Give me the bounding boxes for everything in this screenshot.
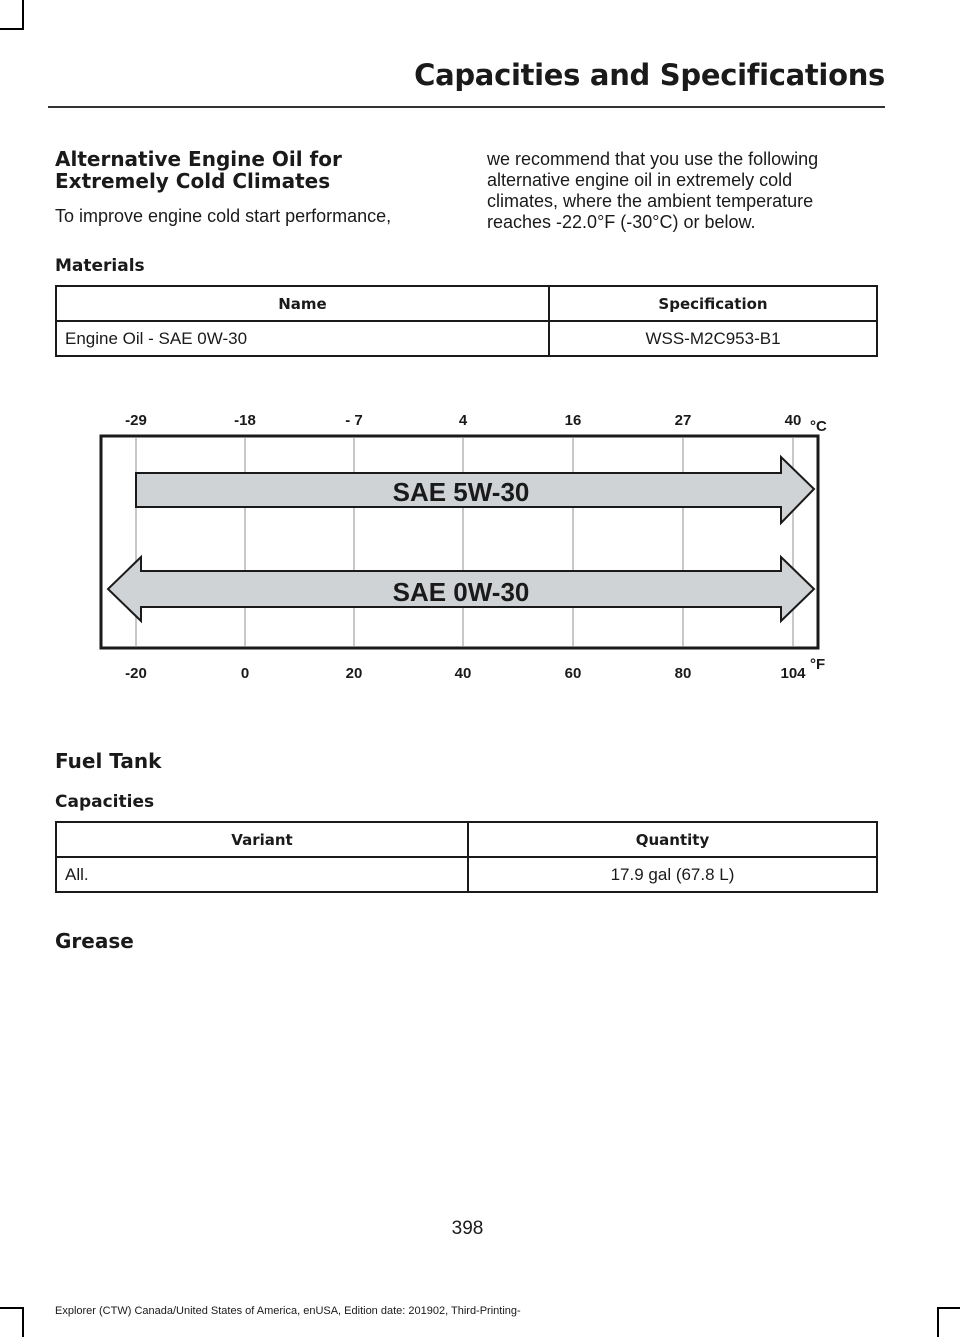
table-header-name: Name [56, 286, 549, 321]
table-header-row [56, 286, 877, 321]
oil-paragraph-line: reaches -22.0°F (-30°C) or below. [487, 212, 756, 232]
grease-heading: Grease [55, 929, 134, 953]
table-cell-variant: All. [56, 857, 468, 892]
table-header-variant: Variant [56, 822, 468, 857]
title-divider [48, 106, 885, 108]
fahrenheit-tick-label: 104 [780, 665, 806, 682]
celsius-tick-label: -18 [234, 412, 256, 429]
crop-mark [0, 1307, 23, 1309]
fahrenheit-unit: °F [810, 656, 826, 673]
celsius-tick-label: -29 [125, 412, 147, 429]
table-cell-quantity: 17.9 gal (67.8 L) [468, 857, 877, 892]
fahrenheit-tick-label: 0 [240, 665, 250, 682]
table-cell-name: Engine Oil - SAE 0W-30 [56, 321, 549, 356]
celsius-ticks [125, 412, 801, 429]
oil-temperature-chart [96, 395, 846, 695]
celsius-tick-label: 16 [564, 412, 582, 429]
oil-heading-line2: Extremely Cold Climates [55, 169, 331, 193]
oil-heading [55, 148, 342, 192]
chart-frame [101, 436, 818, 648]
fahrenheit-tick-label: 40 [454, 665, 472, 682]
celsius-tick-label: 27 [674, 412, 692, 429]
crop-mark [22, 0, 24, 30]
page-number: 398 [451, 1218, 484, 1239]
crop-mark [937, 1307, 939, 1337]
table-header-specification: Specification [549, 286, 877, 321]
crop-mark [22, 1307, 24, 1337]
table-header-quantity: Quantity [468, 822, 877, 857]
fuel-tank-heading: Fuel Tank [55, 749, 162, 773]
oil-paragraph-line: alternative engine oil in extremely cold [487, 170, 793, 190]
fahrenheit-tick-label: 60 [564, 665, 582, 682]
fahrenheit-ticks [125, 665, 806, 682]
table-cell-specification: WSS-M2C953-B1 [549, 321, 877, 356]
oil-paragraph-left: To improve engine cold start performance, [55, 206, 392, 226]
capacities-table [55, 821, 878, 893]
oil-heading-line1: Alternative Engine Oil for [55, 147, 342, 171]
crop-mark [937, 1307, 960, 1309]
fahrenheit-tick-label: 80 [674, 665, 692, 682]
crop-mark [0, 28, 23, 30]
capacities-label: Capacities [55, 792, 155, 812]
table-row [56, 321, 877, 356]
fahrenheit-tick-label: 20 [345, 665, 363, 682]
oil-paragraph-line: climates, where the ambient temperature [487, 191, 814, 211]
table-header-row [56, 822, 877, 857]
oil-paragraph-line: we recommend that you use the following [487, 149, 819, 169]
footer-edition: Explorer (CTW) Canada/United States of America, enUSA, Edition date: 201902, Third-Printing- [55, 1305, 521, 1317]
oil-paragraph-right [487, 149, 818, 233]
page-title: Capacities and Specifications [414, 58, 885, 92]
arrow-label-0w30: SAE 0W-30 [392, 577, 530, 607]
fahrenheit-tick-label: -20 [125, 665, 147, 682]
arrow-label-5w30: SAE 5W-30 [392, 477, 530, 507]
celsius-tick-label: - 7 [345, 412, 363, 429]
materials-table [55, 285, 878, 357]
celsius-tick-label: 40 [784, 412, 802, 429]
materials-label: Materials [55, 256, 145, 276]
table-row [56, 857, 877, 892]
celsius-unit: °C [810, 418, 827, 435]
celsius-tick-label: 4 [458, 412, 468, 429]
